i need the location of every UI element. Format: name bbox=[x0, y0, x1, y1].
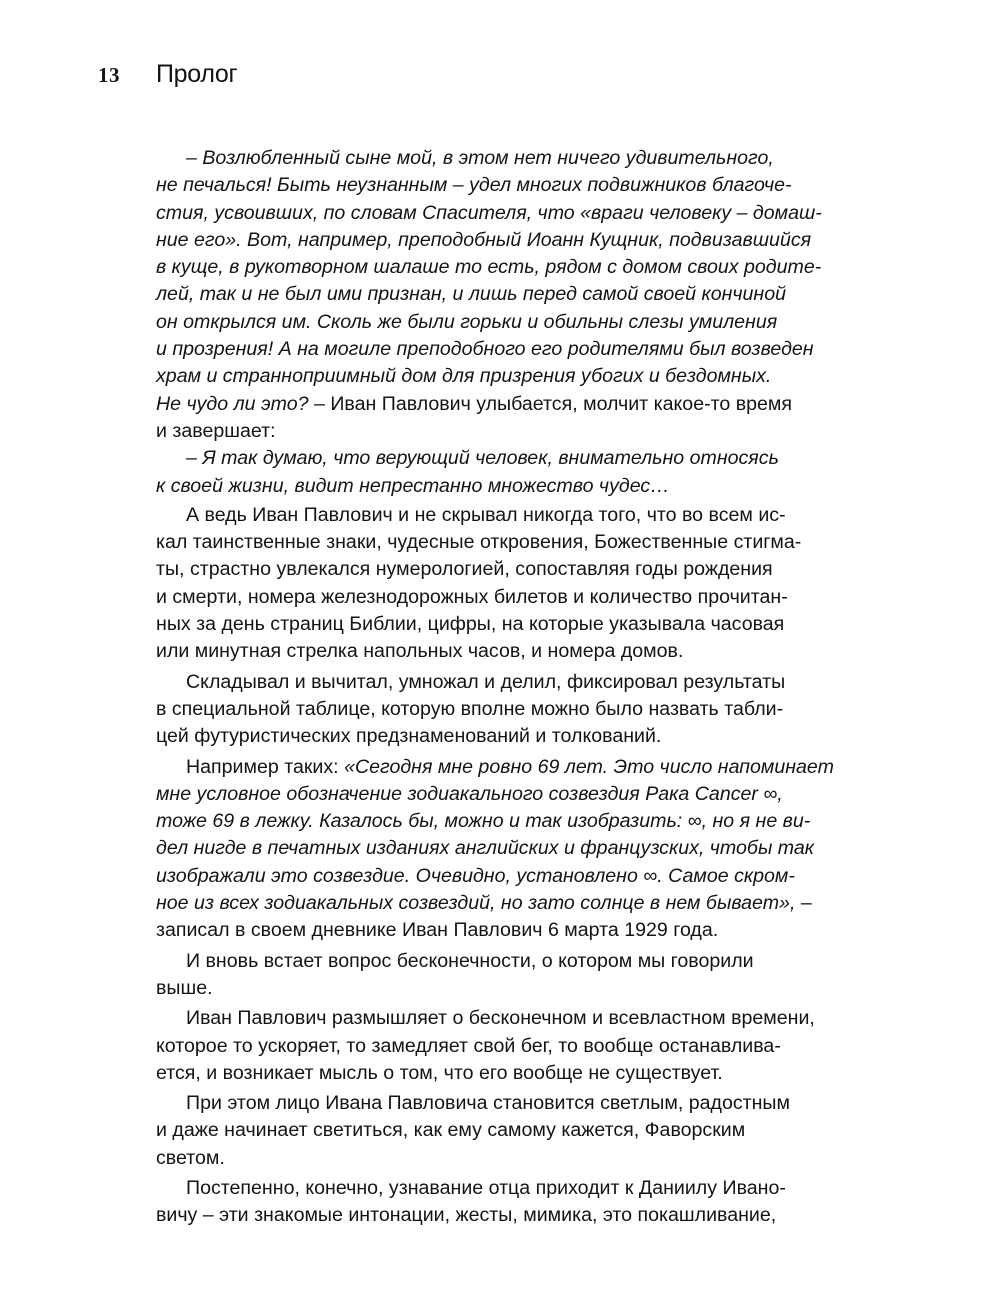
text-line bbox=[156, 254, 872, 281]
text-line bbox=[156, 418, 872, 445]
italic-text: изображали это созвездие. Очевидно, установлено ∞. Самое скром- bbox=[156, 864, 795, 887]
regular-text: И вновь встает вопрос бесконечности, о котором мы говорили bbox=[186, 949, 754, 972]
italic-text: он открылся им. Сколь же были горьки и обильны слезы умиления bbox=[156, 310, 778, 333]
text-line bbox=[156, 502, 872, 529]
text-line bbox=[156, 1117, 872, 1144]
regular-text: светом. bbox=[156, 1146, 225, 1169]
regular-text: Постепенно, конечно, узнавание отца приходит к Даниилу Ивано- bbox=[186, 1176, 786, 1199]
text-line bbox=[156, 584, 872, 611]
regular-text: – Иван Павлович улыбается, молчит какое-то время bbox=[308, 392, 792, 415]
regular-text: А ведь Иван Павлович и не скрывал никогда того, что во всем ис- bbox=[186, 503, 786, 526]
text-line bbox=[156, 227, 872, 254]
regular-text: вичу – эти знакомые интонации, жесты, мимика, это покашливание, bbox=[156, 1204, 777, 1227]
regular-text: и смерти, номера железнодорожных билетов и количество прочитан- bbox=[156, 585, 788, 608]
italic-text: ние его». Вот, например, преподобный Иоанн Кущник, подвизавшийся bbox=[156, 228, 812, 251]
regular-text: Например таких: bbox=[186, 755, 345, 778]
text-line bbox=[156, 529, 872, 556]
regular-text: в специальной таблице, которую вполне можно было назвать табли- bbox=[156, 697, 784, 720]
text-line bbox=[156, 890, 872, 917]
text-line bbox=[156, 781, 872, 808]
text-line bbox=[156, 863, 872, 890]
regular-text: выше. bbox=[156, 976, 213, 999]
page-number: 13 bbox=[98, 63, 120, 87]
page-header bbox=[98, 60, 237, 94]
italic-text: мне условное обозначение зодиакального созвездия Рака Cancer ∞, bbox=[156, 782, 783, 805]
text-line bbox=[156, 145, 872, 172]
text-line bbox=[156, 445, 872, 472]
italic-text: лей, так и не был ими признан, и лишь перед самой своей кончиной bbox=[156, 283, 786, 306]
text-line bbox=[156, 1033, 872, 1060]
italic-text: не печалься! Быть неузнанным – удел многих подвижников благоче- bbox=[156, 174, 792, 197]
text-line bbox=[156, 556, 872, 583]
regular-text: которое то ускоряет, то замедляет свой бег, то вообще останавлива- bbox=[156, 1034, 781, 1057]
section-title: Пролог bbox=[156, 60, 238, 88]
italic-text: – Я так думаю, что верующий человек, внимательно относясь bbox=[186, 447, 779, 470]
regular-text: ных за день страниц Библии, цифры, на которые указывала часовая bbox=[156, 613, 785, 636]
italic-text: стия, усвоивших, по словам Спасителя, что «враги человеку – домаш- bbox=[156, 201, 822, 224]
italic-text: – Возлюбленный сыне мой, в этом нет ничего удивительного, bbox=[186, 147, 774, 169]
text-line bbox=[156, 1005, 872, 1032]
italic-text: дел нигде в печатных изданиях английских и французских, чтобы так bbox=[156, 837, 815, 860]
text-line bbox=[156, 1090, 872, 1117]
regular-text: – bbox=[795, 892, 812, 915]
regular-text: При этом лицо Ивана Павловича становится светлым, радостным bbox=[186, 1092, 790, 1115]
regular-text: и завершает: bbox=[156, 419, 276, 442]
italic-text: к своей жизни, видит непрестанно множество чудес… bbox=[156, 474, 670, 497]
regular-text: Иван Павлович размышляет о бесконечном и всевластном времени, bbox=[186, 1007, 815, 1030]
text-line bbox=[156, 309, 872, 336]
text-line bbox=[156, 669, 872, 696]
regular-text: ется, и возникает мысль о том, что его вообще не существует. bbox=[156, 1061, 723, 1084]
text-line bbox=[156, 391, 872, 418]
italic-text: ное из всех зодиакальных созвездий, но зато солнце в нем бывает», bbox=[156, 892, 796, 915]
text-line bbox=[156, 336, 872, 363]
text-line bbox=[156, 1202, 872, 1229]
text-line bbox=[156, 696, 872, 723]
italic-text: тоже 69 в лежку. Казалось бы, можно и так изобразить: ∞, но я не ви- bbox=[156, 810, 811, 833]
regular-text: и даже начинает светиться, как ему самому кажется, Фаворским bbox=[156, 1119, 746, 1142]
regular-text: цей футуристических предзнаменований и толкований. bbox=[156, 725, 662, 748]
text-line bbox=[156, 200, 872, 227]
text-line bbox=[156, 1060, 872, 1087]
italic-text: Не чудо ли это? bbox=[156, 392, 309, 415]
text-line bbox=[156, 473, 872, 500]
text-line bbox=[156, 611, 872, 638]
text-line bbox=[156, 281, 872, 308]
regular-text: ты, страстно увлекался нумерологией, сопоставляя годы рождения bbox=[156, 558, 773, 581]
text-line bbox=[156, 917, 872, 944]
regular-text: Складывал и вычитал, умножал и делил, фиксировал результаты bbox=[186, 670, 786, 693]
italic-text: храм и странноприимный дом для призрения убогих и бездомных. bbox=[156, 365, 772, 388]
text-line bbox=[156, 948, 872, 975]
text-line bbox=[156, 363, 872, 390]
regular-text: кал таинственные знаки, чудесные откровения, Божественные стигма- bbox=[156, 531, 802, 554]
body-text bbox=[156, 145, 872, 1230]
text-line bbox=[156, 638, 872, 665]
regular-text: или минутная стрелка напольных часов, и номера домов. bbox=[156, 640, 684, 663]
text-line bbox=[156, 723, 872, 750]
italic-text: «Сегодня мне ровно 69 лет. Это число напоминает bbox=[344, 755, 834, 778]
text-line bbox=[156, 1175, 872, 1202]
text-line bbox=[156, 975, 872, 1002]
text-line bbox=[156, 172, 872, 199]
regular-text: записал в своем дневнике Иван Павлович 6 марта 1929 года. bbox=[156, 919, 719, 942]
italic-text: в куще, в рукотворном шалаше то есть, рядом с домом своих родите- bbox=[156, 256, 822, 279]
text-line bbox=[156, 1145, 872, 1172]
text-line bbox=[156, 808, 872, 835]
italic-text: и прозрения! А на могиле преподобного его родителями был возведен bbox=[156, 338, 814, 361]
text-line bbox=[156, 835, 872, 862]
text-line bbox=[156, 754, 872, 781]
